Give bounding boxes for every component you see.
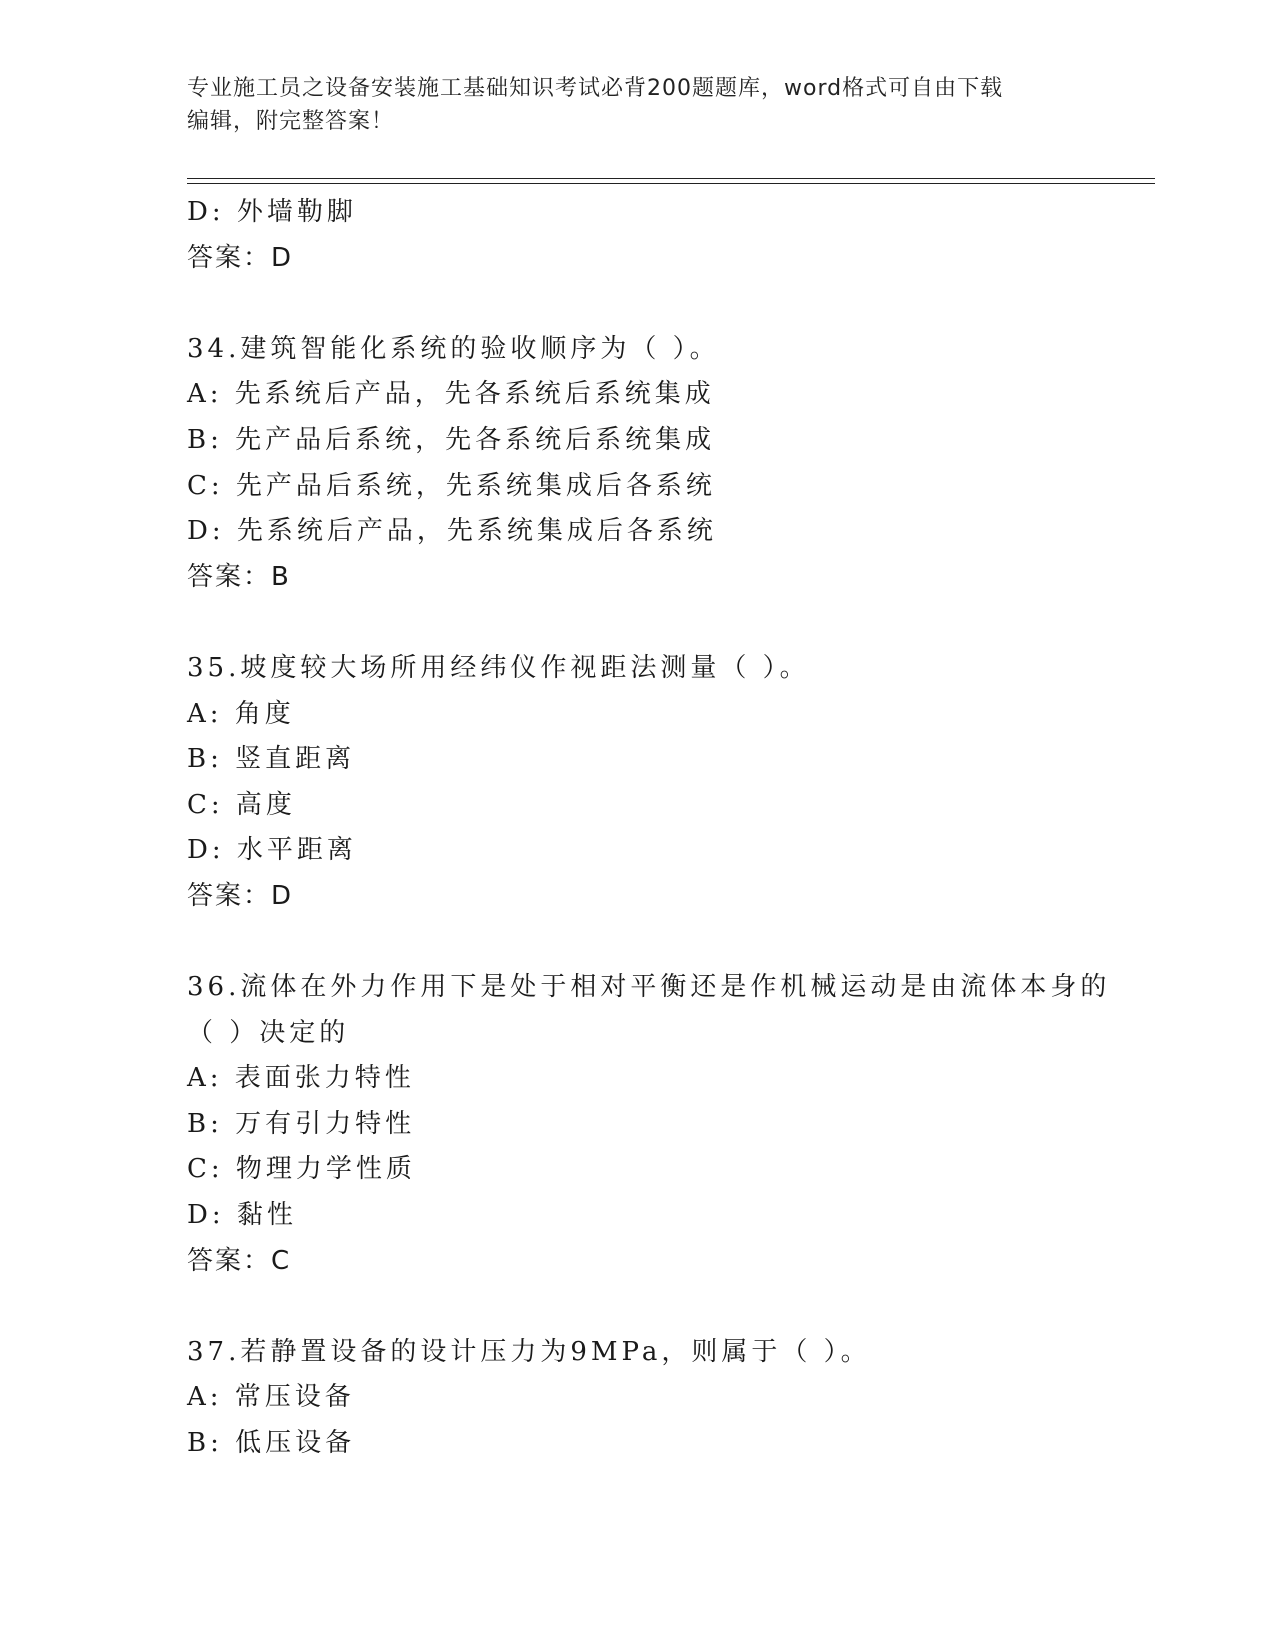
spacer — [187, 1284, 1147, 1330]
question-stem: 35.坡度较大场所用经纬仪作视距法测量（ ）。 — [187, 652, 810, 683]
option-a: A: 常压设备 — [187, 1382, 355, 1413]
option-a: A: 表面张力特性 — [187, 1063, 415, 1094]
header-divider-bottom — [187, 183, 1155, 184]
question-stem: 36.流体在外力作用下是处于相对平衡还是作机械运动是由流体本身的 — [187, 972, 1111, 1003]
question-stem-continuation: （ ）决定的 — [187, 1017, 350, 1048]
option-c: C: 物理力学性质 — [187, 1154, 416, 1185]
header-divider-top — [187, 178, 1155, 179]
prev-question-option-d: D: 外墙勒脚 — [187, 197, 357, 227]
answer: 答案：C — [187, 1245, 292, 1276]
question-stem: 37.若静置设备的设计压力为9MPa，则属于（ ）。 — [187, 1336, 871, 1367]
answer: 答案：D — [187, 880, 294, 911]
option-b: B: 万有引力特性 — [187, 1108, 416, 1139]
question-37 — [187, 1330, 1147, 1467]
option-c: C: 先产品后系统，先系统集成后各系统 — [187, 470, 716, 501]
answer: 答案：B — [187, 561, 291, 592]
header-title-line2: 编辑，附完整答案！ — [187, 109, 395, 134]
question-35 — [187, 646, 1147, 920]
document-header — [187, 72, 1087, 138]
header-title-line1: 专业施工员之设备安装施工基础知识考试必背200题题库，word格式可自由下载 — [187, 76, 1004, 101]
option-a: A: 角度 — [187, 698, 295, 729]
spacer — [187, 600, 1147, 646]
question-stem: 34.建筑智能化系统的验收顺序为（ ）。 — [187, 333, 720, 364]
option-b: B: 低压设备 — [187, 1428, 356, 1459]
option-d: D: 先系统后产品，先系统集成后各系统 — [187, 516, 717, 547]
option-b: B: 竖直距离 — [187, 744, 356, 775]
question-content — [187, 190, 1147, 1467]
option-c: C: 高度 — [187, 789, 296, 820]
option-b: B: 先产品后系统，先各系统后系统集成 — [187, 424, 716, 455]
question-34 — [187, 327, 1147, 601]
spacer — [187, 920, 1147, 966]
option-d: D: 黏性 — [187, 1200, 297, 1231]
option-d: D: 水平距离 — [187, 835, 357, 866]
question-36 — [187, 965, 1147, 1284]
spacer — [187, 281, 1147, 327]
prev-question-answer: 答案：D — [187, 242, 294, 273]
option-a: A: 先系统后产品，先各系统后系统集成 — [187, 379, 715, 410]
